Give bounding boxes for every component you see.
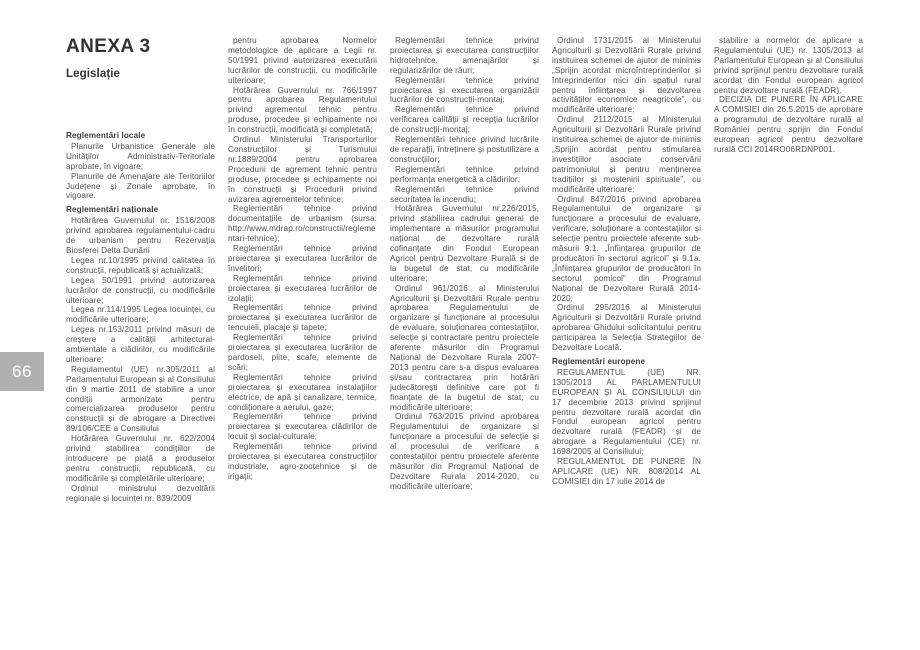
paragraph: Reglementări tehnice privind documentațiile de urbanism (sursa: http://www.mdrap.ro/constructii/reglementari-tehnice); xyxy=(228,204,377,244)
section-heading: Reglementări locale xyxy=(66,131,146,140)
paragraph: Reglementări tehnice privind proiectarea și executarea lucrărilor de pardoseli, plite, scafe, elemente de scări; xyxy=(228,333,377,372)
paragraph: Ordinul 2112/2015 al Ministerului Agriculturii și Dezvoltării Rurale privind instituirea schemei de ajutor de minimis „Sprijin acordat pentru stimularea investițiilor asociate conservării patrimoniului și pentru menținerea tradițiilor și moștenirii spirituale”, cu modificările ulterioare; xyxy=(552,115,701,194)
paragraph: Hotărârea Guvernului nr. 622/2004 privind stabilirea condițiilor de introducere pe piață a produselor pentru construcții, republicată, cu modificările și completările ulterioare; xyxy=(66,434,215,483)
paragraph: Hotărârea Guvernului nr.226/2015, privind stabilirea cadrului general de implementare a măsurilor programului național de dezvoltare rurală cofinanțate din Fondul European Agricol pentru Dezvoltare Rurală și de la bugetul de stat, cu modificările ulterioare; xyxy=(390,204,539,283)
paragraph: Legea nr.10/1995 privind calitatea în construcții, republicată și actualizată; xyxy=(66,255,215,275)
paragraph: Ordinul ministrului dezvoltării regionale și locuinței nr. 839/2009 xyxy=(66,483,215,503)
paragraph: REGULAMENTUL DE PUNERE ÎN APLICARE (UE) NR. 808/2014 AL COMISIEI din 17 iulie 2014 de xyxy=(552,457,701,486)
paragraph: Planurile de Amenajare ale Teritoriilor Județene și Zonale aprobate, în vigoare. xyxy=(66,171,215,201)
paragraph: Legea nr.153/2011 privind măsuri de creștere a calității arhitectural-ambientale a clădirilor, cu modificările ulterioare; xyxy=(66,325,215,364)
text-column-1 xyxy=(66,36,215,504)
text-column-3 xyxy=(390,36,539,504)
paragraph: Regulamentul (UE) nr.305/2011 al Parlamentului European și al Consiliului din 9 martie 2011 de stabilire a unor condiții armonizate pentru comercializarea produselor pentru construcții și de abrogare a Directivei 89/106/CEE a Consiliului xyxy=(66,364,215,434)
paragraph: Reglementări tehnice privind proiectarea și executarea clădirilor de locuit și social-culturale; xyxy=(228,412,377,442)
paragraph: Ordinul Ministerului Transporturilor Construcțiilor și Turismului nr.1889/2004 pentru aprobarea Procedurii de agrement tehnic pentru produse, procedee și echipamente noi în construcții și Procedurii privind avizarea agrementelor tehnice; xyxy=(228,135,377,204)
page-number-badge xyxy=(0,352,44,391)
text-column-2 xyxy=(228,36,377,504)
paragraph: Reglementări tehnice privind proiectarea și executarea lucrărilor de învelitori; xyxy=(228,244,377,273)
paragraph: REGULAMENTUL (UE) NR. 1305/2013 AL PARLAMENTULUI EUROPEAN ȘI AL CONSILIULUI din 17 decembrie 2013 privind sprijinul pentru dezvoltare rurală acordat din Fondul european agricol pentru dezvoltare rurală (FEADR) și de abrogare a Regulamentului (CE) nr. 1698/2005 al Consiliului; xyxy=(552,367,701,457)
paragraph: pentru aprobarea Normelor metodologice de aplicare a Legii nr. 50/1991 privind autorizarea executării lucrărilor de construcții, cu modificările ulterioare; xyxy=(228,36,377,85)
paragraph: Reglementări tehnice privind verificarea calității și recepția lucrărilor de construcții-montaj; xyxy=(390,105,539,135)
paragraph: Reglementări tehnice privind proiectarea și executarea instalațiilor electrice, de apă și canalizare, termice, condiționare a aerului, gaze; xyxy=(228,372,377,412)
page-title: ANEXA 3 xyxy=(66,36,151,57)
text-column-5 xyxy=(714,36,863,504)
paragraph: Ordinul 763/2015 privind aprobarea Regulamentului de organizare și funcționare a procesului de selecție și al procesului de verificare a contestațiilor pentru proiectele aferente măsurilor din Programul Național de Dezvoltare Rurala 2014-2020, cu modificările ulterioare; xyxy=(390,412,539,491)
paragraph: Reglementări tehnice privind proiectarea și executarea organizării lucrărilor de construcții-montaj; xyxy=(390,75,539,105)
page-number: 66 xyxy=(12,361,32,381)
paragraph: Ordinul 847/2016 privind aprobarea Regulamentului de organizare și funcționare a procesului de evaluare, verificare, soluționare a contestațiilor și selecție pentru proiectele aferente sub-măsurii 9.1. „Înființarea grupurilor de producători în sectorul agricol” și 9.1a. „Înființarea grupurilor de producători în sectorul pomicol” din Programul Național de Dezvoltare Rurală 2014-2020; xyxy=(552,194,701,303)
paragraph: Ordinul 295/2016 al Ministerului Agriculturii și Dezvoltării Rurale privind aprobarea Ghidului solicitantului pentru participarea la Selecția Strategiilor de Dezvoltare Locală. xyxy=(552,303,701,353)
paragraph: Reglementări tehnice privind proiectarea și executarea construcțiilor hidrotehnice, amenajărilor și regularizărilor de râuri; xyxy=(390,36,539,75)
paragraph: Reglementări tehnice privind securitatea la incendiu; xyxy=(390,184,539,204)
paragraph: Ordinul 961/2016 al Ministerului Agriculturii și Dezvoltării Rurale pentru aprobarea Regulamentului de organizare și funcționare al procesului de evaluare, soluționarea contestațiilor, selecție și contractare pentru proiectele aferente măsurilor din Programul Național de Dezvoltare Rurala 2007-2013 pentru care s-a dispus evaluarea și/sau contractarea prin hotărâri judecătorești definitive care pot fi finanțate de la bugetul de stat, cu modificările ulterioare; xyxy=(390,283,539,412)
text-column-4 xyxy=(552,36,701,504)
paragraph: Hotărârea Guvernului nr. 766/1997 pentru aprobarea Regulamentului privind agrementul tehnic pentru produse, procedee și echipamente noi în construcții, modificată și completată; xyxy=(228,85,377,135)
paragraph: Legea 50/1991 privind autorizarea lucrărilor de construcții, cu modificările ulterioare; xyxy=(66,275,215,305)
section-heading: Reglementări naționale xyxy=(66,205,159,215)
section-heading: Reglementări europene xyxy=(552,357,646,366)
page-subtitle: Legislație xyxy=(66,68,121,80)
paragraph: Reglementări tehnice privind proiectarea și executarea lucrărilor de tencuieli, placaje și tapete; xyxy=(228,303,377,333)
paragraph: Reglementări tehnice privind performanța energetică a clădirilor; xyxy=(390,164,539,184)
paragraph: Ordinul 1731/2015 al Ministerului Agriculturii și Dezvoltării Rurale privind instituirea schemei de ajutor de minimis „Sprijin acordat microîntreprinderilor și întreprinderilor mici din spațiul rural pentru înființarea și dezvoltarea activităților economice neagricole”, cu modificările ulterioare; xyxy=(552,36,701,115)
paragraph: Reglementări tehnice privind lucrările de reparații, întreținere și postutilizare a construcțiilor; xyxy=(390,135,539,164)
paragraph: Reglementări tehnice privind proiectarea și executarea construcțiilor industriale, agro-zootehnice și de irigații; xyxy=(228,442,377,481)
paragraph: Legea nr.114/1995 Legea locuinței, cu modificările ulterioare; xyxy=(66,305,215,325)
content-area xyxy=(66,36,866,504)
paragraph: stabilire a normelor de aplicare a Regulamentului (UE) nr. 1305/2013 al Parlamentului European și al Consiliului privind sprijinul pentru dezvoltare rurală acordat din Fondul european agricol pentru dezvoltare rurală (FEADR). xyxy=(714,36,863,95)
paragraph: DECIZIA DE PUNERE ÎN APLICARE A COMISIEI din 26.5.2015 de aprobare a programului de dezvoltare rurală al României pentru sprijin din Fondul european agricol pentru dezvoltare rurală CCI 2014RO06RDNP001. xyxy=(714,95,863,154)
paragraph: Reglementări tehnice privind proiectarea și executarea lucrărilor de izolații; xyxy=(228,273,377,303)
title-block xyxy=(66,36,215,81)
paragraph: Hotărârea Guvernului nr. 1516/2008 privind aprobarea regulamentului-cadru de urbanism pentru Rezervația Biosferei Delta Dunării xyxy=(66,216,215,255)
paragraph: Planurile Urbanistice Generale ale Unităților Administrativ-Teritoriale aprobate, în vigoare; xyxy=(66,141,215,171)
